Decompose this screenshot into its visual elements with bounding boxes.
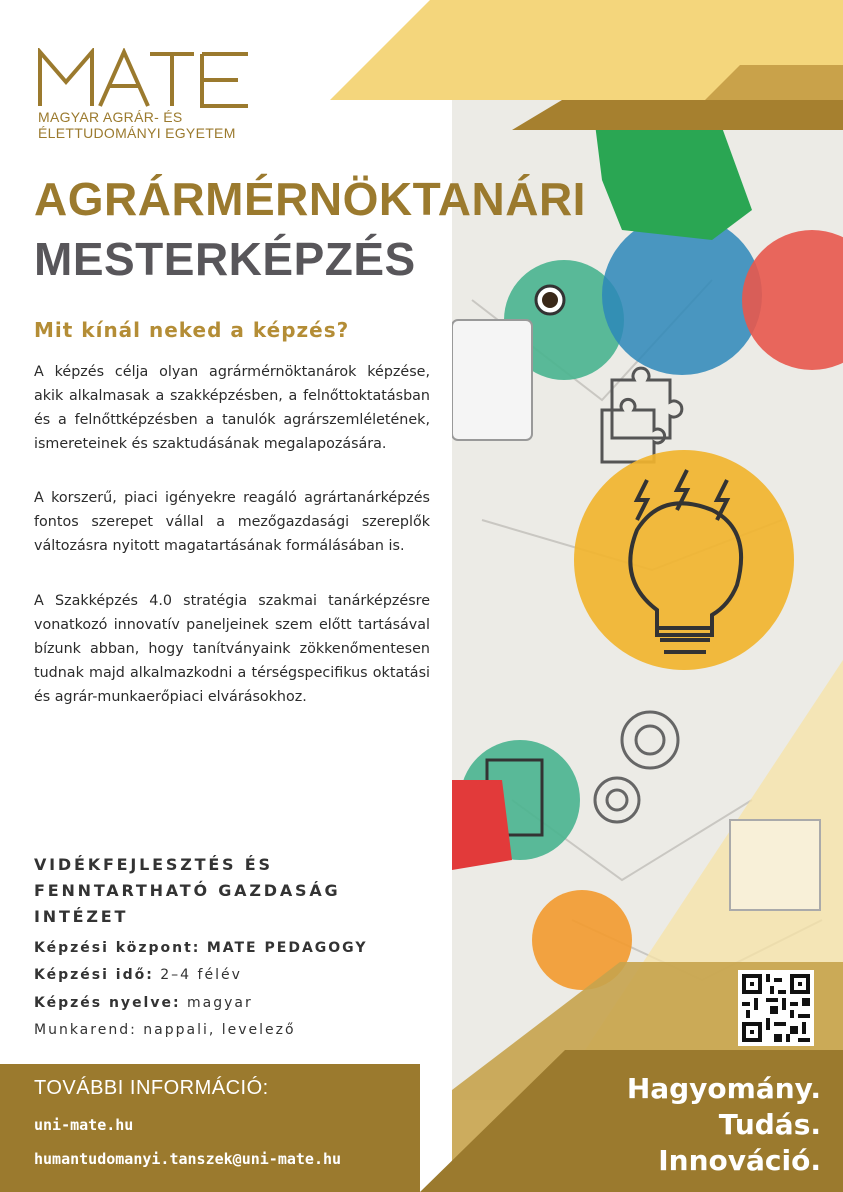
university-name	[38, 109, 236, 141]
detail-label: Képzési központ:	[34, 940, 201, 956]
page-title-line2: MESTERKÉPZÉS	[34, 233, 416, 285]
detail-duration	[34, 967, 242, 983]
slogan-knowledge: Tudás.	[718, 1108, 821, 1141]
qr-code-pattern	[738, 970, 814, 1046]
website-link[interactable]: uni-mate.hu	[34, 1116, 134, 1134]
detail-training-center	[34, 940, 368, 956]
institute-name: VIDÉKFEJLESZTÉS ÉS FENNTARTHATÓ GAZDASÁG INTÉZET	[34, 855, 341, 926]
slogan-innovation: Innováció.	[658, 1144, 821, 1177]
slogan-tradition: Hagyomány.	[626, 1072, 821, 1105]
page-title-line1: AGRÁRMÉRNÖKTANÁRI	[34, 173, 586, 225]
mate-wordmark-logo	[38, 48, 254, 108]
qr-code[interactable]	[738, 970, 814, 1046]
detail-language	[34, 995, 253, 1011]
university-name-line1: MAGYAR AGRÁR- ÉS	[38, 109, 183, 125]
detail-value: nappali, levelező	[143, 1022, 296, 1038]
more-info-title: TOVÁBBI INFORMÁCIÓ:	[34, 1077, 269, 1099]
email-link[interactable]: humantudomanyi.tanszek@uni-mate.hu	[34, 1150, 342, 1168]
section-subtitle: Mit kínál neked a képzés?	[34, 318, 350, 342]
detail-label: Képzés nyelve:	[34, 995, 181, 1011]
paragraph-2: A korszerű, piaci igényekre reagáló agrártanárképzés fontos szerepet vállal a mezőgazdasági szereplők változásra nyitott magatartásának formálásában is.	[34, 490, 430, 554]
detail-value: magyar	[187, 995, 253, 1011]
detail-label: Munkarend:	[34, 1022, 137, 1038]
detail-schedule	[34, 1022, 296, 1038]
detail-value: 2–4 félév	[160, 967, 242, 983]
detail-value: MATE PEDAGOGY	[206, 940, 368, 956]
gold-band	[452, 100, 843, 162]
paragraph-3: A Szakképzés 4.0 stratégia szakmai tanárképzésre vonatkozó innovatív paneljeinek szem előtt tartásával bízunk abban, hogy tanítványaink zökkenőmentesen tudnak majd alkalmazkodni a térségspecifikus oktatási és agrár-munkaerőpiaci elvárásokhoz.	[34, 593, 430, 705]
mate-logo	[38, 48, 254, 112]
detail-label: Képzési idő:	[34, 967, 154, 983]
university-name-line2: ÉLETTUDOMÁNYI EGYETEM	[38, 125, 236, 141]
paragraph-1: A képzés célja olyan agrármérnöktanárok képzése, akik alkalmasak a szakképzésben, a felnőttoktatásban és a felnőttképzésben a tanulók agrárszemléletének, ismereteinek és szaktudásának megalapozására.	[34, 364, 430, 452]
